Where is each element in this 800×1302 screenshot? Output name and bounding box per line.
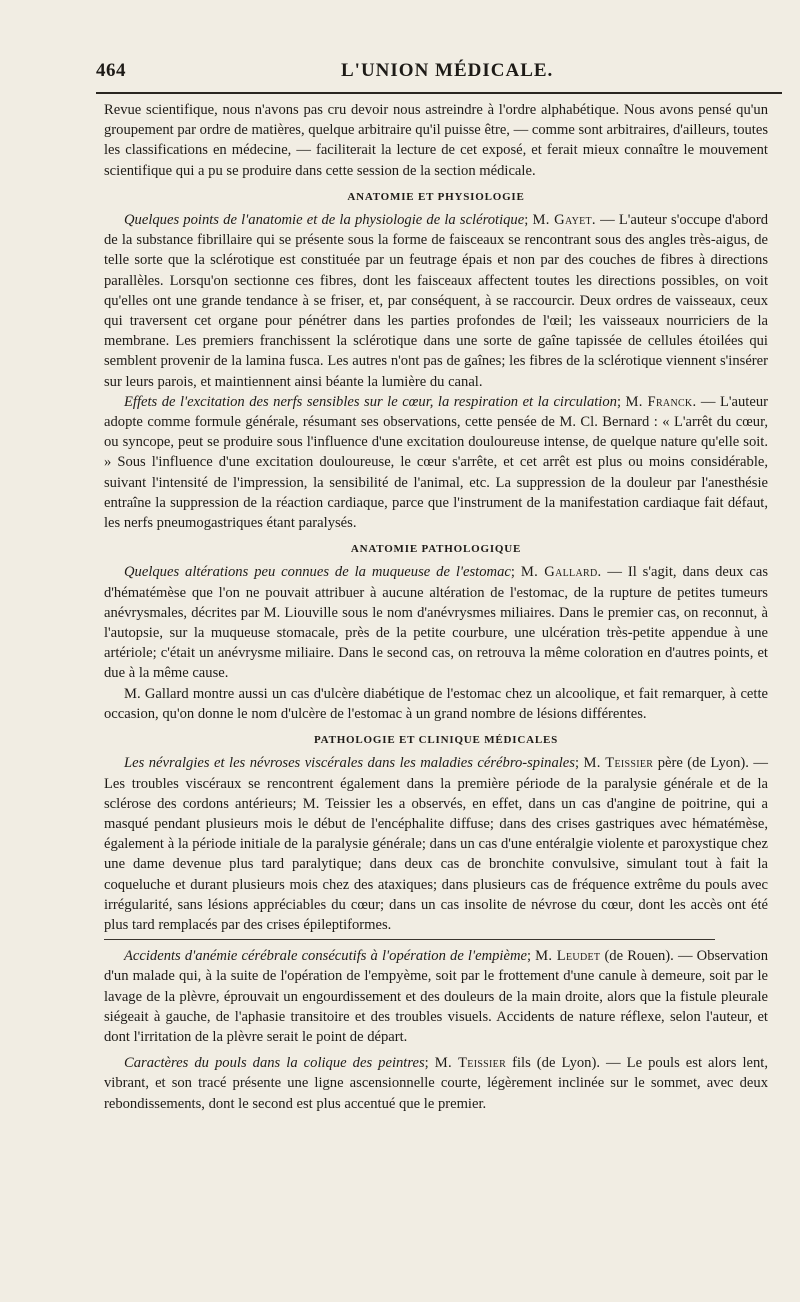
section-heading-anatomie-pathologique: ANATOMIE PATHOLOGIQUE	[350, 543, 522, 556]
entry-excitation-nerfs: Effets de l'excitation des nerfs sensibles sur le cœur, la respiration et la circulation; M. Franck. — L'auteur adopte comme formule générale, résumant ses observations, cette pensée de M. Cl. Bernard : « L'arrêt du cœur, ou syncope, peut se produire sous l'influence d'une excitation douloureuse intense, de quelque nature qu'elle soit. » Sous l'influence d'une excitation douloureuse, le cœur s'arrête, et cet arrêt est plus ou moins considérable, suivant l'intensité de l'impression, la sensibilité de l'animal, etc. La suppression de la douleur par l'anesthésie entraîne la suppression de la réaction cardiaque, parce que l'instrument de la manifestation cardiaque fait défaut, les nerfs pneumogastriques étant paralysés.	[104, 393, 769, 532]
entry-muqueuse-estomac: Quelques altérations peu connues de la muqueuse de l'estomac; M. Gallard. — Il s'agit, dans deux cas d'hématémèse que l'on ne pouvait attribuer à aucune altération de l'estomac, de la rupture de petites tumeurs anévrysmales, décrites par M. Liouville sous le nom d'anévrysmes miliaires. Dans le premier cas, on reconnut, à l'autopsie, sur la muqueuse stomacale, près de la petite courbure, une ulcération très-petite appendue à une artériole; c'était un anévrysme miliaire. Dans le second cas, on retrouva la même coloration en d'autres points, et due à la même cause.	[104, 564, 769, 682]
entry-text: — Il s'agit, dans deux cas d'hématémèse que l'on ne pouvait attribuer à aucune altération de l'estomac, de la rupture de petites tumeurs anévrysmales, décrites par M. Liouville sous le nom d'anévrysmes miliaires. Dans le premier cas, on reconnut, à l'autopsie, sur la muqueuse stomacale, près de la petite courbure, une ulcération très-petite appendue à une artériole; c'était un anévrysme miliaire. Dans le second cas, on retrouva la même coloration en d'autres points, et due à la même cause.	[104, 564, 769, 682]
entry-author: M. Franck.	[625, 393, 697, 410]
page-header	[96, 60, 772, 82]
article-body	[104, 100, 768, 1114]
entry-text: — Observation d'un malade qui, à la suite de l'opération de l'empyème, soit par le frottement d'une canule à demeure, soit par le lavage de la plèvre, éprouvait un engourdissement et des douleurs de la main droite, alors que la fistule pleurale siégeait à gauche, de l'aphasie transitoire et des troubles visuels. Accidents de nature réflexe, selon l'auteur, et dont l'irritation de la plèvre serait le point de départ.	[104, 948, 769, 1045]
running-title: L'UNION MÉDICALE.	[341, 60, 554, 81]
entry-title: Accidents d'anémie cérébrale consécutifs à l'opération de l'empième	[124, 948, 527, 965]
entry-author: M. Leudet	[535, 948, 601, 965]
entry-pouls-colique: Caractères du pouls dans la colique des peintres; M. Teissier fils (de Lyon). — Le pouls est alors lent, vibrant, et son tracé présente une ligne ascensionnelle courte, légèrement inclinée sur le sommet, avec deux rebondissements, dont le second est plus accentué que le premier.	[104, 1055, 768, 1112]
intro-paragraph: Revue scientifique, nous n'avons pas cru devoir nous astreindre à l'ordre alphabétique. Nous avons pensé qu'un groupement par ordre de matières, quelque arbitraire qu'il puisse être, — comme sont arbitraires, d'ailleurs, toutes les classifications en médecine, — faciliterait la lecture de cet exposé, et ferait mieux connaître le mouvement scientifique qui a pu se produire dans cette session de la section médicale.	[104, 102, 768, 179]
entry-title: Effets de l'excitation des nerfs sensibles sur le cœur, la respiration et la circulation	[124, 393, 617, 410]
entry-text: — Le pouls est alors lent, vibrant, et son tracé présente une ligne ascensionnelle courte, légèrement inclinée sur le sommet, avec deux rebondissements, dont le second est plus accentué que le premier.	[104, 1055, 768, 1112]
entry-anemie-cerebrale: Accidents d'anémie cérébrale consécutifs à l'opération de l'empième; M. Leudet (de Rouen). — Observation d'un malade qui, à la suite de l'opération de l'empyème, soit par le frottement d'une canule à demeure, soit par le lavage de la plèvre, éprouvait un engourdissement et des douleurs de la main droite, alors que la fistule pleurale siégeait à gauche, de l'aphasie transitoire et des troubles visuels. Accidents de nature réflexe, selon l'auteur, et dont l'irritation de la plèvre serait le point de départ.	[104, 948, 769, 1045]
entry-author-suffix: (de Rouen).	[604, 948, 674, 965]
entry-title: Caractères du pouls dans la colique des peintres	[124, 1055, 425, 1072]
page-number: 464	[96, 60, 126, 81]
entry-author: M. Teissier	[434, 1055, 507, 1072]
entry-title: Les névralgies et les névroses viscérales dans les maladies cérébro-spinales	[124, 755, 575, 772]
entry-text: — Les troubles viscéraux se rencontrent également dans la première période de la paralysie générale et de la sclérose des cordons antérieurs; M. Teissier les a observés, en effet, dans un cas d'angine de poitrine, qui a masqué pendant plusieurs mois le début de l'encéphalite diffuse; dans des crises gastriques avec hématémèse, également à la période initiale de la paralysie générale; dans un cas d'une entéralgie violente et paroxystique chez une dame devenue plus tard paralytique; dans deux cas de bronchite convulsive, simulant tout à fait la coqueluche et durant plusieurs mois chez des ataxiques; dans plusieurs cas de fréquence extrême du pouls avec irrégularité, sans lésions appréciables du cœur; dans un cas insolite de névrose du cœur, dont les accès ont été plus tard remplacés par des crises épileptiformes.	[104, 755, 768, 933]
entry-text: — L'auteur s'occupe d'abord de la substance fibrillaire qui se présente sous la forme de faisceaux se rencontrant sous des angles très-aigus, de telle sorte que la sclérotique est constituée par un feutrage épais et non par des couches de fibres à directions parallèles. Lorsqu'on sectionne ces fibres, dont les faisceaux affectent toutes les directions possibles, on voit qu'elles ont une grande tendance à se friser, et, par conséquent, à se raccourcir. Deux ordres de vaisseaux, ceux qui traversent cet organe pour pénétrer dans les parties profondes de l'œil; les vaisseaux nourriciers de la membrane. Les premiers franchissent la sclérotique dans une sorte de gaîne tapissée de cellules étoilées qui semblent provenir de la lamina fusca. Les autres n'ont pas de gaînes; les fibres de la sclérotique viennent s'insérer sur leurs parois, et maintiennent ainsi béante la lumière du canal.	[104, 212, 768, 390]
section-heading-anatomie-physiologie: ANATOMIE ET PHYSIOLOGIE	[347, 190, 525, 203]
entry-nevralgies: Les névralgies et les névroses viscérales dans les maladies cérébro-spinales; M. Teissier père (de Lyon). — Les troubles viscéraux se rencontrent également dans la première période de la paralysie générale et de la sclérose des cordons antérieurs; M. Teissier les a observés, en effet, dans un cas d'angine de poitrine, qui a masqué pendant plusieurs mois le début de l'encéphalite diffuse; dans des crises gastriques avec hématémèse, également à la période initiale de la paralysie générale; dans un cas d'une entéralgie violente et paroxystique chez une dame devenue plus tard paralytique; dans deux cas de bronchite convulsive, simulant tout à fait la coqueluche et durant plusieurs mois chez des ataxiques; dans plusieurs cas de fréquence extrême du pouls avec irrégularité, sans lésions appréciables du cœur; dans un cas insolite de névrose du cœur, dont les accès ont été plus tard remplacés par des crises épileptiformes.	[104, 755, 768, 933]
entry-title: Quelques altérations peu connues de la muqueuse de l'estomac	[124, 564, 511, 581]
entry-text: — L'auteur adopte comme formule générale, résumant ses observations, cette pensée de M. Cl. Bernard : « L'arrêt du cœur, ou syncope, peut se produire sous l'influence d'une excitation douloureuse intense, de quelque nature qu'elle soit. » Sous l'influence d'une excitation douloureuse, le cœur s'arrête, et cet arrêt est plus ou moins considérable, suivant l'intensité de l'impression, la sensibilité de l'animal, etc. La suppression de la douleur par l'anesthésie entraîne la suppression de la réaction cardiaque, parce que l'instrument de la manifestation cardiaque fait défaut, les nerfs pneumogastriques étant paralysés.	[104, 393, 769, 532]
entry-author-suffix: père (de Lyon).	[657, 755, 749, 772]
section-heading-pathologie-clinique: PATHOLOGIE ET CLINIQUE MÉDICALES	[313, 734, 559, 747]
entry-author: M. Gallard.	[520, 564, 602, 581]
header-rule	[96, 92, 782, 94]
entry-sclerotique: Quelques points de l'anatomie et de la physiologie de la sclérotique; M. Gayet. — L'auteur s'occupe d'abord de la substance fibrillaire qui se présente sous la forme de faisceaux se rencontrant sous des angles très-aigus, de telle sorte que la sclérotique est constituée par un feutrage épais et non par des couches de fibres à directions parallèles. Lorsqu'on sectionne ces fibres, dont les faisceaux affectent toutes les directions possibles, on voit qu'elles ont une grande tendance à se friser, et, par conséquent, à se raccourcir. Deux ordres de vaisseaux, ceux qui traversent cet organe pour pénétrer dans les parties profondes de l'œil; les vaisseaux nourriciers de la membrane. Les premiers franchissent la sclérotique dans une sorte de gaîne tapissée de cellules étoilées qui semblent provenir de la lamina fusca. Les autres n'ont pas de gaînes; les fibres de la sclérotique viennent s'insérer sur leurs parois, et maintiennent ainsi béante la lumière du canal.	[104, 212, 768, 390]
separator-rule	[104, 939, 715, 940]
entry-author: M. Gayet.	[532, 212, 596, 229]
entry-author-suffix: fils (de Lyon).	[512, 1055, 600, 1072]
entry-title: Quelques points de l'anatomie et de la physiologie de la sclérotique	[124, 212, 525, 229]
entry-ulcere-diabetique: M. Gallard montre aussi un cas d'ulcère diabétique de l'estomac chez un alcoolique, et fait remarquer, à cette occasion, qu'on donne le nom d'ulcère de l'estomac à un grand nombre de lésions différentes.	[104, 685, 768, 722]
entry-author: M. Teissier	[583, 755, 654, 772]
